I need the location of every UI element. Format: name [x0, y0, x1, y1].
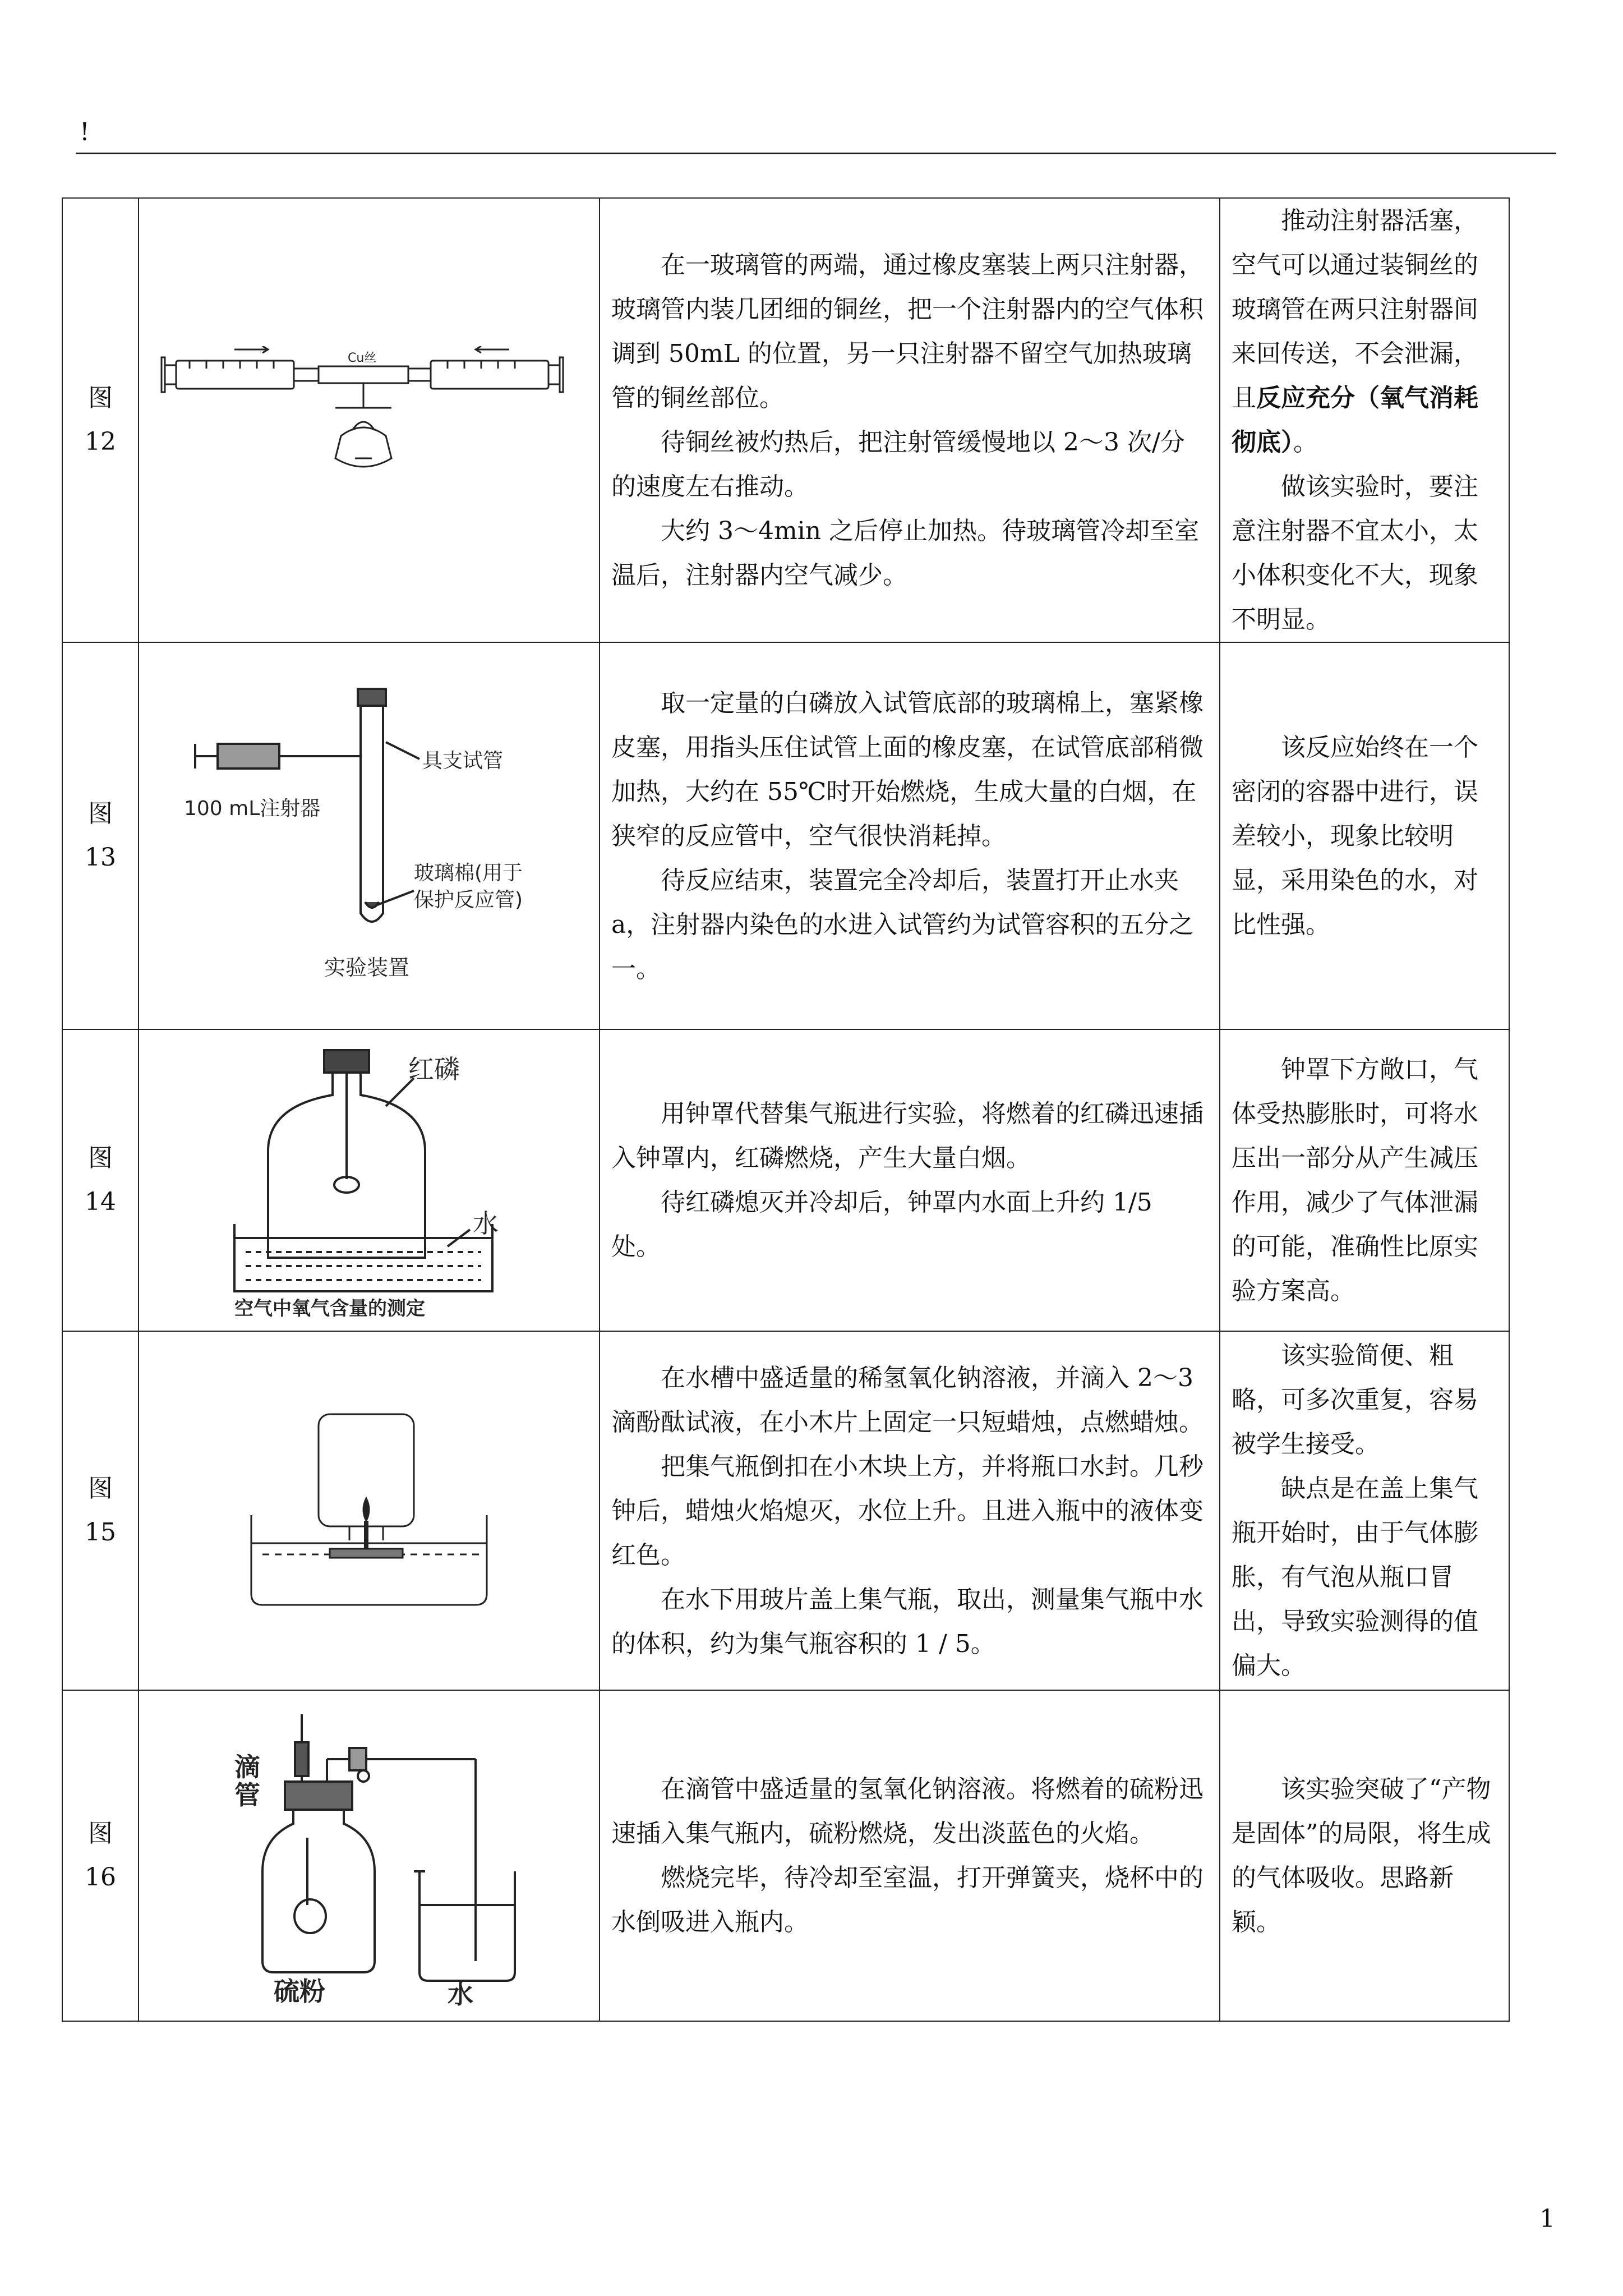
glass-wool-label-1: 玻璃棉(用于 [414, 862, 523, 885]
description-cell: 在水槽中盛适量的稀氢氧化钠溶液，并滴入 2～3 滴酚酞试液，在小木片上固定一只短蜡烛，点燃蜡烛。 把集气瓶倒扣在小木块上方，并将瓶口水封。几秒钟后，蜡烛火焰熄灭，水位上升。且进入瓶中的液体变红色。 在水下用玻片盖上集气瓶，取出，测量集气瓶中水的体积，约为集气瓶容积的 1 / 5。 [600, 1331, 1220, 1690]
test-tube-apparatus-figure [173, 678, 565, 992]
description-cell: 在一玻璃管的两端，通过橡皮塞装上两只注射器，玻璃管内装几团细的铜丝，把一个注射器内的空气体积调到 50mL 的位置，另一只注射器不留空气加热玻璃管的铜丝部位。 待铜丝被灼热后，把注射管缓慢地以 2～3 次/分的速度左右推动。 大约 3～4min 之后停止加热。待玻璃管冷却至室温后，注射器内空气减少。 [600, 198, 1220, 642]
water-label: 水 [473, 1208, 499, 1239]
bell-jar-figure [212, 1039, 526, 1319]
figure-caption: 实验装置 [324, 955, 410, 980]
figure-cell [139, 1690, 600, 2021]
note-cell: 钟罩下方敞口，气体受热膨胀时，可将水压出一部分从产生减压作用，减少了气体泄漏的可能，准确性比原实验方案高。 [1220, 1029, 1509, 1331]
experiment-table [62, 197, 1510, 2022]
figure-cell [139, 1331, 600, 1690]
note-cell: 该反应始终在一个密闭的容器中进行，误差较小，现象比较明显，采用染色的水，对比性强。 [1220, 642, 1509, 1029]
description-cell: 在滴管中盛适量的氢氧化钠溶液。将燃着的硫粉迅速插入集气瓶内，硫粉燃烧，发出淡蓝色的火焰。 燃烧完毕，待冷却至室温，打开弹簧夹，烧杯中的水倒吸进入瓶内。 [600, 1690, 1220, 2021]
figure-label: 图 14 [62, 1029, 139, 1331]
cu-wire-label: Cu丝 [348, 351, 377, 365]
note-cell: 该实验突破了“产物是固体”的局限，将生成的气体吸收。思路新颖。 [1220, 1690, 1509, 2021]
description-cell: 取一定量的白磷放入试管底部的玻璃棉上，塞紧橡皮塞，用指头压住试管上面的橡皮塞，在试管底部稍微加热，大约在 55℃时开始燃烧，生成大量的白烟，在狭窄的反应管中，空气很快消耗掉。 待反应结束，装置完全冷却后，装置打开止水夹 a，注射器内染色的水进入试管约为试管容积的五分之一。 [600, 642, 1220, 1029]
table-row [62, 1029, 1509, 1331]
dropper-label-2: 管 [234, 1780, 260, 1810]
table-row [62, 1690, 1509, 2021]
note-cell: 该实验简便、粗略，可多次重复，容易被学生接受。 缺点是在盖上集气瓶开始时，由于气体膨胀，有气泡从瓶口冒出，导致实验测得的值偏大。 [1220, 1331, 1509, 1690]
figure-cell [139, 1029, 600, 1331]
syringe-label: 100 mL注射器 [184, 797, 321, 820]
syringe-apparatus-figure [150, 346, 588, 492]
description-cell: 用钟罩代替集气瓶进行实验，将燃着的红磷迅速插入钟罩内，红磷燃烧，产生大量白烟。 待红磷熄灭并冷却后，钟罩内水面上升约 1/5 处。 [600, 1029, 1220, 1331]
red-phosphorus-label: 红磷 [408, 1054, 460, 1084]
table-row [62, 642, 1509, 1029]
figure-label: 图 12 [62, 198, 139, 642]
sulfur-label: 硫粉 [274, 1976, 325, 2006]
table-row [62, 198, 1509, 642]
water-label: 水 [448, 1979, 473, 2006]
inverted-bottle-figure [234, 1403, 504, 1616]
dropper-label-1: 滴 [234, 1752, 260, 1782]
figure-caption: 空气中氧气含量的测定 [234, 1297, 425, 1319]
note-cell: 推动注射器活塞，空气可以通过装铜丝的玻璃管在两只注射器间来回传送，不会泄漏，且反应充分（氧气消耗彻底）。 做该实验时，要注意注射器不宜太小，太小体积变化不大，现象不明显。 [1220, 198, 1509, 642]
figure-label: 图 16 [62, 1690, 139, 2021]
figure-cell [139, 642, 600, 1029]
tube-label: 具支试管 [422, 749, 504, 772]
figure-cell [139, 198, 600, 642]
glass-wool-label-2: 保护反应管) [414, 889, 523, 912]
dropper-bottle-figure [195, 1703, 543, 2006]
figure-label: 图 15 [62, 1331, 139, 1690]
figure-label: 图 13 [62, 642, 139, 1029]
page-number: 1 [1539, 2205, 1555, 2233]
table-row [62, 1331, 1509, 1690]
header-rule [76, 153, 1556, 154]
header-mark: ! [80, 118, 90, 146]
